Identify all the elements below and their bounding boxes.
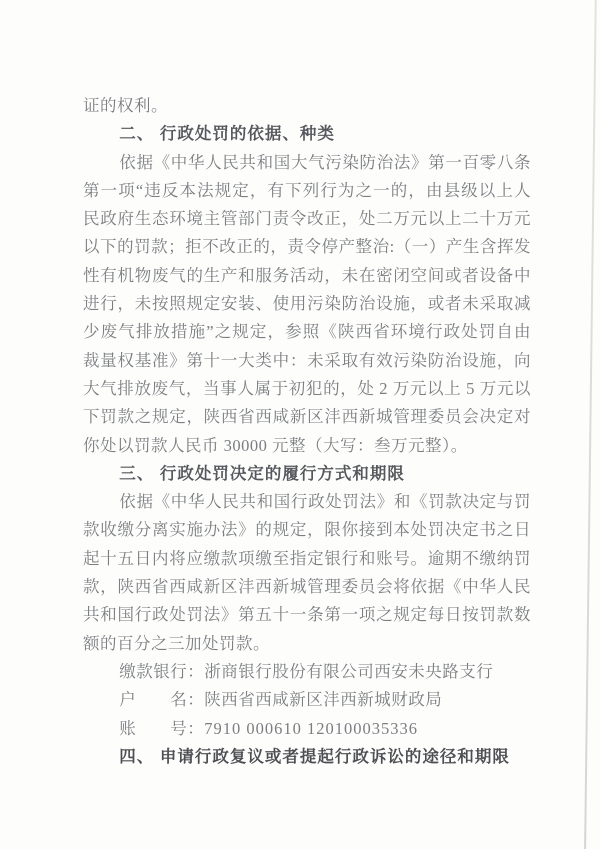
section-heading-penalty-basis: 二、 行政处罚的依据、种类: [119, 125, 335, 144]
payment-account-number-label: 账 号：: [119, 718, 205, 738]
payment-bank-label: 缴款银行：: [119, 661, 205, 681]
payment-account-name-line: [83, 686, 531, 714]
payment-bank-line: [83, 658, 531, 686]
payment-account-name-value: 陕西省西咸新区沣西新城财政局: [204, 690, 443, 710]
paragraph-penalty-basis: 依据《中华人民共和国大气污染防治法》第一百零八条第一项“违反本法规定，有下列行为之一的，由县级以上人民政府生态环境主管部门责令改正，处二万元以上二十万元以下的罚款；拒不改正的，责令停产整治:（一）产生含挥发性有机物废气的生产和服务活动，未在密闭空间或者设备中进行，未按照规定安装、使用污染防治设施，或者未采取减少废气排放措施”之规定，参照《陕西省环境行政处罚自由裁量权基准》第十一大类中：未采取有效污染防治设施，向大气排放废气，当事人属于初犯的，处 2 万元以上 5 万元以下罚款之规定，陕西省西咸新区沣西新城管理委员会决定对你处以罚款人民币 30000 元整（大写：叁万元整）。: [83, 152, 531, 455]
paragraph-rights-continuation: 证的权利。: [83, 96, 168, 115]
payment-bank-value: 浙商银行股份有限公司西安未央路支行: [204, 661, 494, 681]
page-edge-scan-line: [584, 0, 596, 849]
document-body: [83, 92, 531, 771]
payment-account-number-line: [83, 715, 531, 743]
payment-account-number-value: 7910 000610 120100035336: [204, 718, 419, 738]
payment-account-name-label: 户 名：: [119, 690, 205, 710]
paragraph-payment-instructions: 依据《中华人民共和国行政处罚法》和《罚款决定与罚款收缴分离实施办法》的规定，限你接到本处罚决定书之日起十五日内将应缴款项缴至指定银行和账号。逾期不缴纳罚款，陕西省西咸新区沣西新城管理委员会将依据《中华人民共和国行政处罚法》第五十一条第一项之规定每日按罚款数额的百分之三加处罚款。: [83, 492, 531, 653]
section-heading-appeal: 四、 申请行政复议或者提起行政诉讼的途径和期限: [119, 747, 510, 766]
section-heading-payment-deadline: 三、 行政处罚决定的履行方式和期限: [119, 464, 405, 483]
